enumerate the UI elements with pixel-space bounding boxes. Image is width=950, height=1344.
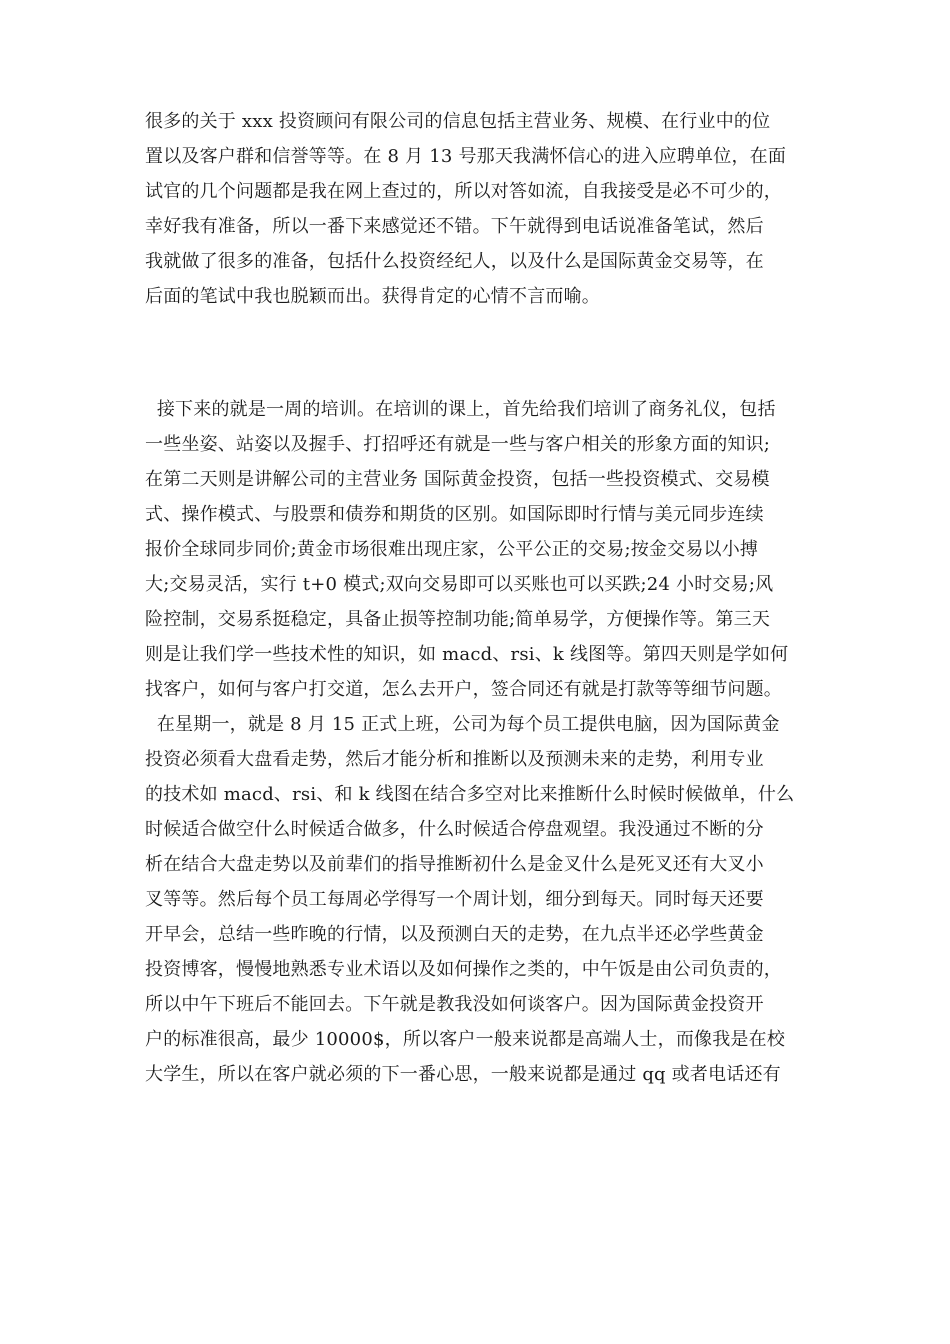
text-line: 的技术如 macd、rsi、和 k 线图在结合多空对比来推断什么时候时候做单，什么 bbox=[145, 784, 795, 805]
text-line: 投资必须看大盘看走势，然后才能分析和推断以及预测未来的走势，利用专业 bbox=[145, 749, 764, 770]
text-line: 试官的几个问题都是我在网上查过的，所以对答如流，自我接受是必不可少的， bbox=[145, 181, 782, 202]
text-line: 投资博客，慢慢地熟悉专业术语以及如何操作之类的，中午饭是由公司负责的， bbox=[145, 959, 782, 980]
text-line: 置以及客户群和信誉等等。在 8 月 13 号那天我满怀信心的进入应聘单位，在面 bbox=[145, 146, 787, 167]
text-line: 一些坐姿、站姿以及握手、打招呼还有就是一些与客户相关的形象方面的知识; bbox=[145, 434, 771, 455]
text-line: 大学生，所以在客户就必须的下一番心思，一般来说都是通过 qq 或者电话还有 bbox=[145, 1064, 781, 1085]
text-line: 幸好我有准备，所以一番下来感觉还不错。下午就得到电话说准备笔试，然后 bbox=[145, 216, 764, 237]
text-line: 式、操作模式、与股票和债券和期货的区别。如国际即时行情与美元同步连续 bbox=[145, 504, 764, 525]
text-line: 则是让我们学一些技术性的知识，如 macd、rsi、k 线图等。第四天则是学如何 bbox=[145, 644, 789, 665]
paragraph-job-interview bbox=[145, 104, 815, 314]
text-line: 在星期一，就是 8 月 15 正式上班，公司为每个员工提供电脑，因为国际黄金 bbox=[145, 714, 780, 735]
text-line: 很多的关于 xxx 投资顾问有限公司的信息包括主营业务、规模、在行业中的位 bbox=[145, 111, 771, 132]
text-line: 找客户，如何与客户打交道，怎么去开户，签合同还有就是打款等等细节问题。 bbox=[145, 679, 782, 700]
text-line: 大;交易灵活，实行 t+0 模式;双向交易即可以买账也可以买跌;24 小时交易;风 bbox=[145, 574, 774, 595]
text-line: 时候适合做空什么时候适合做多，什么时候适合停盘观望。我没通过不断的分 bbox=[145, 819, 764, 840]
text-line: 我就做了很多的准备，包括什么投资经纪人，以及什么是国际黄金交易等，在 bbox=[145, 251, 764, 272]
text-line: 所以中午下班后不能回去。下午就是教我没如何谈客户。因为国际黄金投资开 bbox=[145, 994, 764, 1015]
text-line: 开早会，总结一些昨晚的行情，以及预测白天的走势，在九点半还必学些黄金 bbox=[145, 924, 764, 945]
text-line: 户的标准很高，最少 10000$，所以客户一般来说都是高端人士，而像我是在校 bbox=[145, 1029, 786, 1050]
text-line: 险控制，交易系挺稳定，具备止损等控制功能;简单易学，方便操作等。第三天 bbox=[145, 609, 771, 630]
text-line: 接下来的就是一周的培训。在培训的课上，首先给我们培训了商务礼仪，包括 bbox=[145, 399, 776, 420]
text-line: 后面的笔试中我也脱颖而出。获得肯定的心情不言而喻。 bbox=[145, 286, 600, 307]
text-line: 在第二天则是讲解公司的主营业务 国际黄金投资，包括一些投资模式、交易模 bbox=[145, 469, 770, 490]
text-line: 析在结合大盘走势以及前辈们的指导推断初什么是金叉什么是死叉还有大叉小 bbox=[145, 854, 764, 875]
paragraph-training-and-work bbox=[145, 392, 815, 1092]
text-line: 报价全球同步同价;黄金市场很难出现庄家，公平公正的交易;按金交易以小搏 bbox=[145, 539, 759, 560]
text-line: 叉等等。然后每个员工每周必学得写一个周计划，细分到每天。同时每天还要 bbox=[145, 889, 764, 910]
